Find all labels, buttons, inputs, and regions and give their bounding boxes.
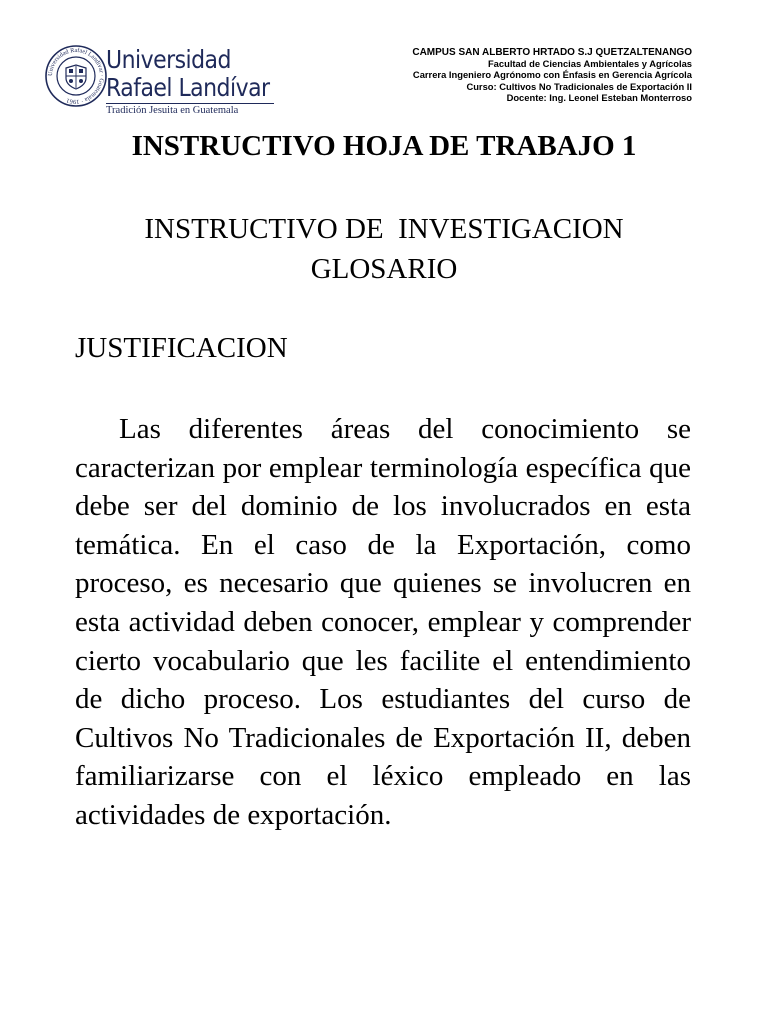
logo-university-name: Rafael Landívar xyxy=(106,73,270,102)
logo-divider xyxy=(106,103,274,104)
subtitle-line: GLOSARIO xyxy=(310,253,458,285)
logo-university-word: Universidad xyxy=(106,45,231,74)
campus-info-block xyxy=(412,47,692,103)
university-seal-icon xyxy=(44,44,108,108)
faculty-name: Facultad de Ciencias Ambientales y Agrícolas xyxy=(487,58,692,70)
university-logo xyxy=(44,44,284,114)
document-subtitle xyxy=(0,209,768,289)
section-heading: JUSTIFICACION xyxy=(75,332,288,364)
logo-wordmark xyxy=(106,46,292,117)
career-name: Carrera Ingeniero Agrónomo con Énfasis en Gerencia Agrícola xyxy=(412,69,692,81)
campus-name: CAMPUS SAN ALBERTO HRTADO S.J QUETZALTENANGO xyxy=(412,47,692,58)
document-title: INSTRUCTIVO HOJA DE TRABAJO 1 xyxy=(131,130,637,162)
seal-text: Universidad Rafael Landívar · Guatemala · 1961 xyxy=(46,46,106,106)
teacher-name: Docente: Ing. Leonel Esteban Monterroso xyxy=(506,91,692,103)
subtitle-line: INSTRUCTIVO DE INVESTIGACION xyxy=(144,213,624,245)
course-name: Curso: Cultivos No Tradicionales de Exportación II xyxy=(466,80,692,92)
logo-tagline: Tradición Jesuita en Guatemala xyxy=(106,105,239,116)
justification-paragraph: Las diferentes áreas del conocimiento se caracterizan por emplear terminología específica que debe ser del dominio de los involucrados en esta temática. En el caso de la Exportación, como proceso, es necesario que quienes se involucren en esta actividad deben conocer, emplear y comprender cierto vocabulario que les facilite el entendimiento de dicho proceso. Los estudiantes del curso de Cultivos No Tradicionales de Exportación II, deben familiarizarse con el léxico empleado en las actividades de exportación. xyxy=(75,413,691,831)
page-header xyxy=(0,0,768,120)
